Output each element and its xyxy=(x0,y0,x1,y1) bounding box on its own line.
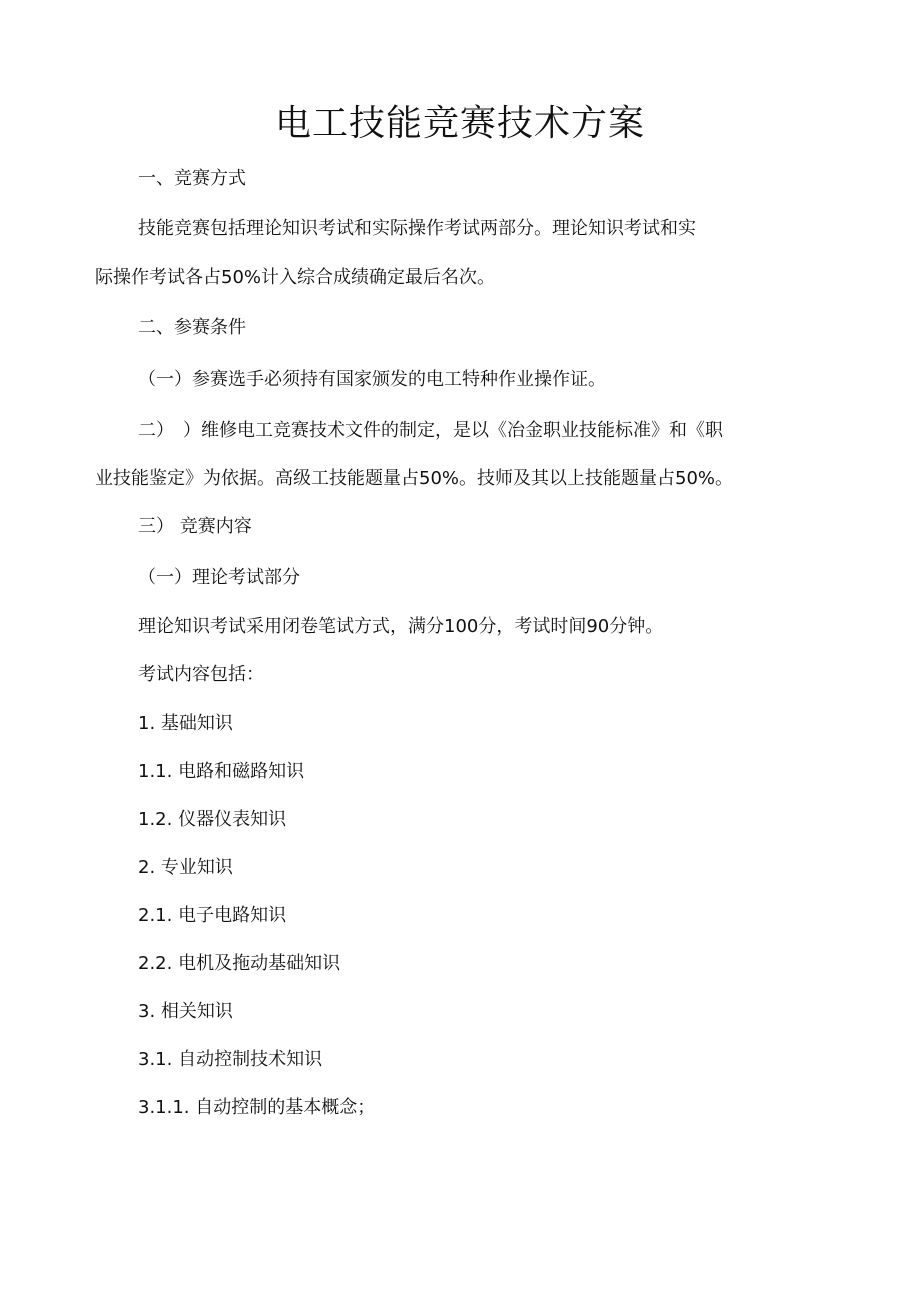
subsection-heading-theory-exam: （一）理论考试部分 xyxy=(138,567,300,588)
list-item: 2.2. 电机及拖动基础知识 xyxy=(138,953,341,974)
paragraph-line: （一）参赛选手必须持有国家颁发的电工特种作业操作证。 xyxy=(138,369,606,390)
paragraph-line: 业技能鉴定》为依据。高级工技能题量占50%。技师及其以上技能题量占50%。 xyxy=(95,468,734,489)
paragraph-line: 际操作考试各占50%计入综合成绩确定最后名次。 xyxy=(95,267,496,288)
list-item: 3.1.1. 自动控制的基本概念； xyxy=(138,1097,376,1118)
list-item: 1. 基础知识 xyxy=(138,713,233,734)
list-item: 2.1. 电子电路知识 xyxy=(138,905,287,926)
section-heading-competition-content: 三） 竞赛内容 xyxy=(138,516,252,537)
list-item: 2. 专业知识 xyxy=(138,857,233,878)
paragraph-line: 二） ）维修电工竞赛技术文件的制定，是以《冶金职业技能标准》和《职 xyxy=(138,420,723,441)
list-item: 1.1. 电路和磁路知识 xyxy=(138,761,305,782)
section-heading-entry-conditions: 二、参赛条件 xyxy=(138,317,246,338)
paragraph-line: 理论知识考试采用闭卷笔试方式，满分100分，考试时间90分钟。 xyxy=(138,616,664,637)
paragraph-line: 考试内容包括： xyxy=(138,664,264,685)
list-item: 3. 相关知识 xyxy=(138,1001,233,1022)
list-item: 3.1. 自动控制技术知识 xyxy=(138,1049,323,1070)
section-heading-competition-method: 一、竞赛方式 xyxy=(138,168,246,189)
list-item: 1.2. 仪器仪表知识 xyxy=(138,809,287,830)
document-title: 电工技能竞赛技术方案 xyxy=(274,103,645,144)
paragraph-line: 技能竞赛包括理论知识考试和实际操作考试两部分。理论知识考试和实 xyxy=(138,218,696,239)
